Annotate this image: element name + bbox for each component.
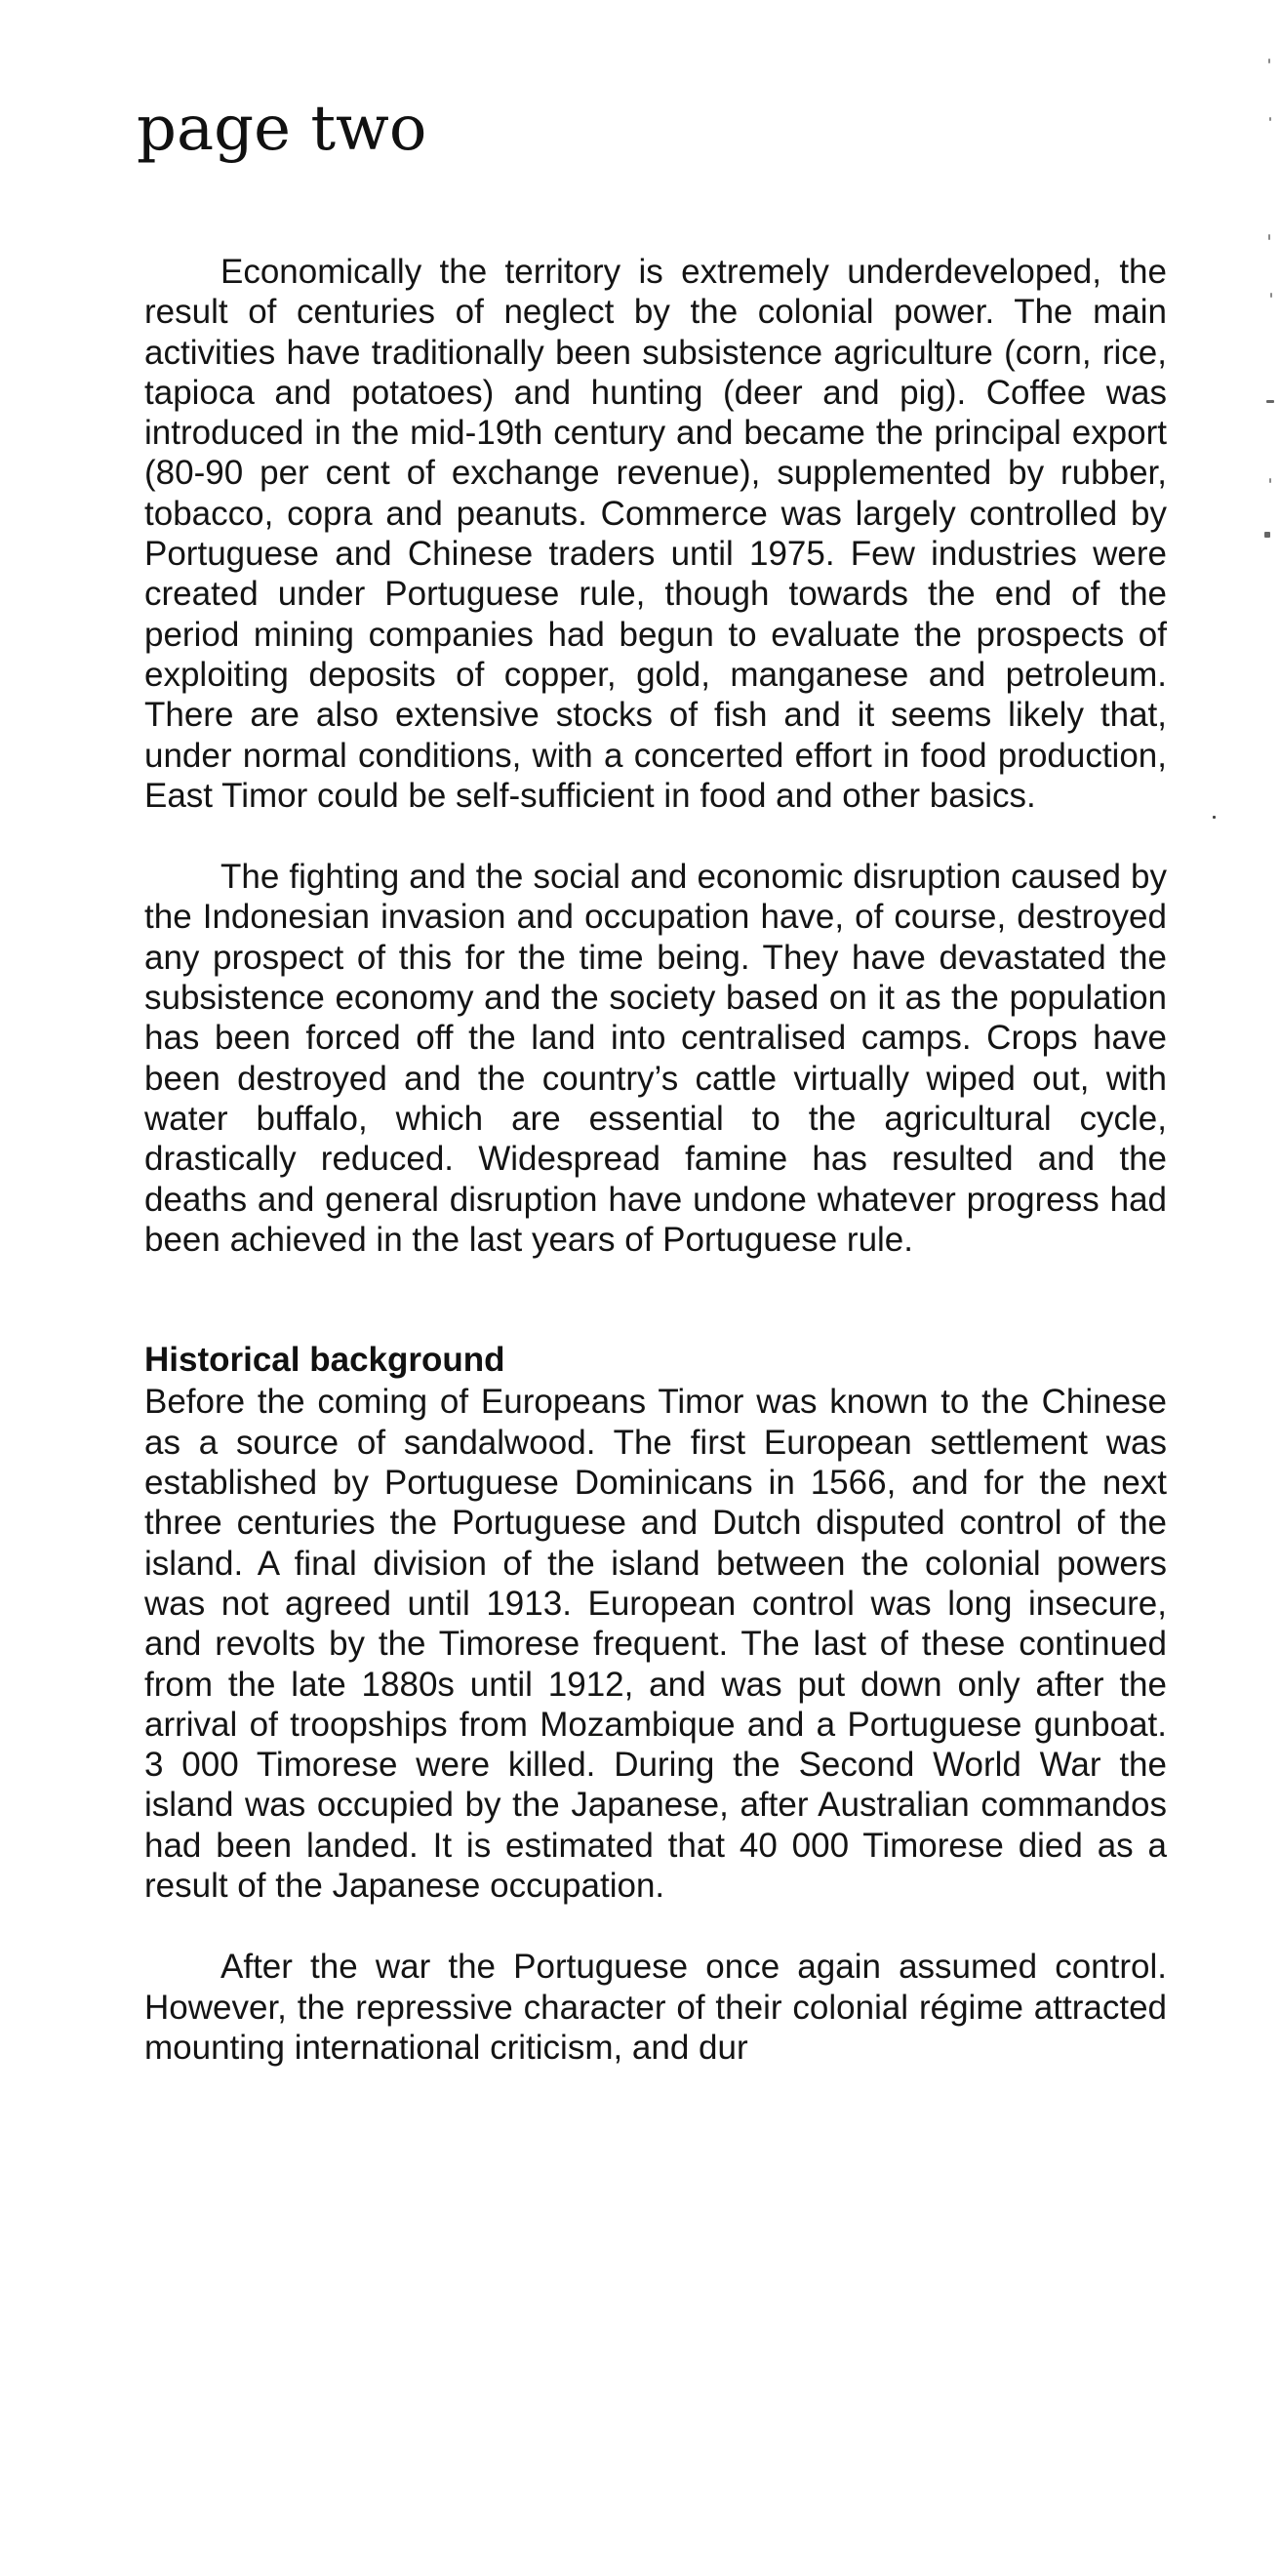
page-heading: page two	[137, 93, 427, 165]
scan-speck	[1213, 816, 1216, 819]
scan-speck	[1269, 478, 1271, 483]
scan-speck	[1269, 117, 1271, 121]
section-paragraph: After the war the Portuguese once again assumed control. However, the repressive character of their colonial régime attracted mounting international criticism, and dur	[144, 1948, 1167, 2067]
body-paragraph: The fighting and the social and economic disruption caused by the Indonesian invasion and occupation have, of course, destroyed any prospect of this for the time being. They have devastated the subsistence economy and the society based on it as the population has been forced off the land into centralised camps. Crops have been destroyed and the country’s cattle virtually wiped out, with water buffalo, which are essential to the agricultural cycle, drastically reduced. Widespread famine has resulted and the deaths and general disruption have undone whatever progress had been achieved in the last years of Portuguese rule.	[144, 858, 1167, 1259]
text-column	[144, 252, 1167, 2068]
body-paragraph: Economically the territory is extremely underdeveloped, the result of centuries of neglect by the colonial power. The main activities have traditionally been subsistence agriculture (corn, rice, tapioca and potatoes) and hunting (deer and pig). Coffee was introduced in the mid-19th century and became the principal export (80-90 per cent of exchange revenue), supplemented by rubber, tobacco, copra and peanuts. Commerce was largely controlled by Portuguese and Chinese traders until 1975. Few industries were created under Portuguese rule, though towards the end of the period mining companies had begun to evaluate the prospects of exploiting deposits of copper, gold, manganese and petroleum. There are also extensive stocks of fish and it seems likely that, under normal conditions, with a concerted effort in food production, East Timor could be self-sufficient in food and other basics.	[144, 253, 1167, 815]
scan-speck	[1268, 234, 1270, 240]
scan-speck	[1264, 532, 1270, 538]
scan-speck	[1268, 59, 1270, 63]
section-heading: Historical background	[144, 1341, 505, 1380]
scan-speck	[1266, 400, 1274, 403]
scan-speck	[1270, 293, 1272, 298]
section-paragraph: Before the coming of Europeans Timor was known to the Chinese as a source of sandalwood. The first European settlement was established by Portuguese Dominicans in 1566, and for the next three centuries the Portuguese and Dutch disputed control of the island. A final division of the island between the colonial powers was not agreed until 1913. European control was long insecure, and revolts by the Timorese frequent. The last of these continued from the late 1880s until 1912, and was put down only after the arrival of troopships from Mozambique and a Portuguese gunboat. 3 000 Timorese were killed. During the Second World War the island was occupied by the Japanese, after Australian commandos had been landed. It is estimated that 40 000 Timorese died as a result of the Japanese occupation.	[144, 1383, 1167, 1905]
